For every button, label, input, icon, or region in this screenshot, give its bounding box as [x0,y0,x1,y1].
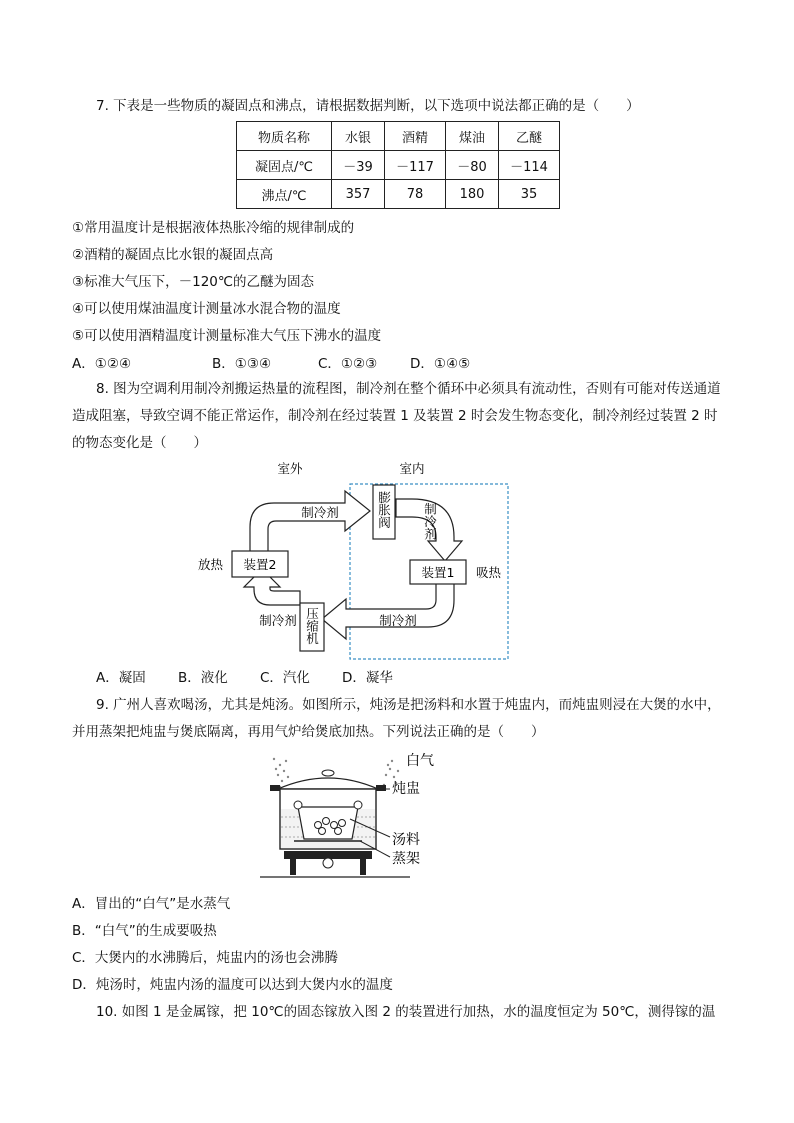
q7-statement-4: ④可以使用煤油温度计测量冰水混合物的温度 [72,301,341,317]
table-cell: 沸点/℃ [237,180,332,209]
table-cell: －80 [446,151,499,180]
q8-stem: 8. 图为空调利用制冷剂搬运热量的流程图，制冷剂在整个循环中必须具有流动性，否则有可能对传送通道造成阻塞，导致空调不能正常运作，制冷剂在经过装置 1 及装置 2 时会发生物态变化，制冷剂经过装置 2 时的物态变化是（ ） [72,381,721,451]
q7-statement-1: ①常用温度计是根据液体热胀冷缩的规律制成的 [72,220,355,236]
q7-option-a[interactable]: A．①②④ [72,356,132,372]
steam-left [273,758,289,788]
table-header-cell: 酒精 [385,122,446,151]
q7-statement-3: ③标准大气压下，－120℃的乙醚为固态 [72,274,315,290]
table-header-cell: 煤油 [446,122,499,151]
lid-knob [322,770,334,776]
label-stew-pot: 炖盅 [392,781,420,797]
q7-option-c[interactable]: C．①②③ [318,356,378,372]
table-cell: －117 [385,151,446,180]
q7-option-b[interactable]: B．①③④ [212,356,272,372]
label-refrigerant-right: 制冷剂 [422,502,438,540]
q7-stem: 7. 下表是一些物质的凝固点和沸点，请根据数据判断，以下选项中说法都正确的是（ ） [96,98,640,114]
table-cell: 78 [385,180,446,209]
label-compressor: 压缩机 [304,607,320,645]
table-cell: 35 [499,180,560,209]
pot-lid [278,778,378,789]
label-steamer-rack: 蒸架 [392,851,420,867]
q8-option-a[interactable]: A．凝固 [96,670,146,686]
pot-handle-left [270,785,280,791]
label-device1: 装置1 [421,565,455,580]
q9-option-b[interactable]: B．“白气”的生成要吸热 [72,923,217,939]
label-soup-ingredients: 汤料 [392,832,420,848]
q8-option-b[interactable]: B．液化 [178,670,228,686]
label-refrigerant-bottom: 制冷剂 [379,613,417,628]
table-row [237,180,560,209]
label-valve: 膨胀阀 [376,491,392,529]
q9-option-d[interactable]: D．炖汤时，炖盅内汤的温度可以达到大煲内水的温度 [72,977,393,993]
label-refrigerant-top: 制冷剂 [301,505,339,520]
table-cell: 180 [446,180,499,209]
flow-arrow-bottom [322,583,454,639]
q9-option-c[interactable]: C．大煲内的水沸腾后，炖盅内的汤也会沸腾 [72,950,338,966]
label-release-heat: 放热 [198,557,224,572]
label-indoor: 室内 [399,461,425,476]
q7-statement-2: ②酒精的凝固点比水银的凝固点高 [72,247,274,263]
table-header-cell: 水银 [332,122,385,151]
q9-pot-diagram [250,745,440,885]
flow-arrow-top [250,491,370,552]
q9-option-a[interactable]: A．冒出的“白气”是水蒸气 [72,896,231,912]
table-cell: 凝固点/℃ [237,151,332,180]
table-row [237,151,560,180]
label-white-steam: 白气 [406,753,434,769]
table-header-cell: 乙醚 [499,122,560,151]
label-refrigerant-left: 制冷剂 [259,613,297,628]
q8-option-d[interactable]: D．凝华 [342,670,393,686]
q9-stem: 9. 广州人喜欢喝汤，尤其是炖汤。如图所示，炖汤是把汤料和水置于炖盅内，而炖盅则浸在大煲的水中，并用蒸架把炖盅与煲底隔离，再用气炉给煲底加热。下列说法正确的是（ ） [72,697,721,740]
label-absorb-heat: 吸热 [476,565,502,580]
table-cell: －39 [332,151,385,180]
pot-handle-right [376,785,386,791]
table-cell: －114 [499,151,560,180]
table-cell: 357 [332,180,385,209]
burner [323,858,333,868]
table-header-cell: 物质名称 [237,122,332,151]
q10-stem: 10. 如图 1 是金属镓，把 10℃的固态镓放入图 2 的装置进行加热，水的温度恒定为 50℃，测得镓的温 [96,1004,716,1020]
label-device2: 装置2 [243,557,277,572]
table-row [237,122,560,151]
q7-option-d[interactable]: D．①④⑤ [410,356,471,372]
label-outdoor: 室外 [277,461,303,476]
q7-table [236,121,560,209]
q8-option-c[interactable]: C．汽化 [260,670,310,686]
q8-diagram [190,455,530,665]
q7-statement-5: ⑤可以使用酒精温度计测量标准大气压下沸水的温度 [72,328,382,344]
